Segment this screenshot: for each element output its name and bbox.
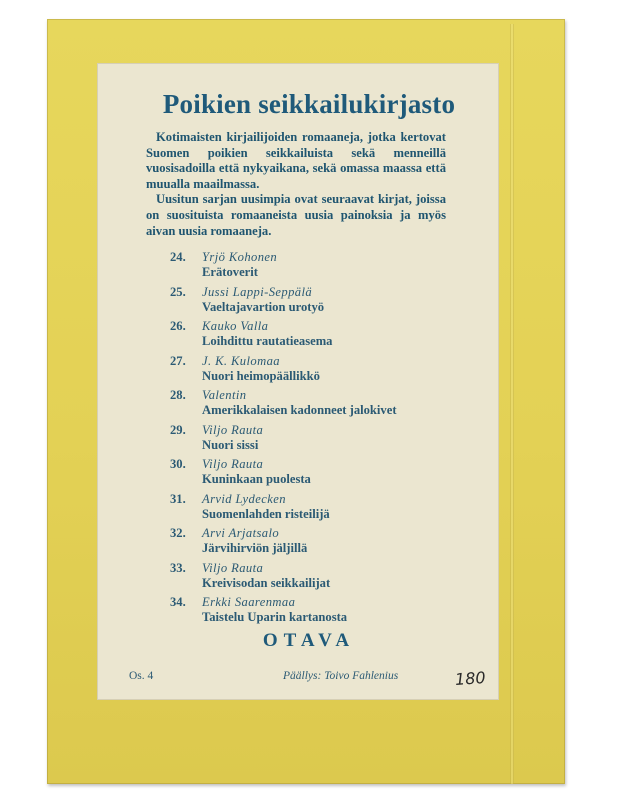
book-author: Kauko Valla xyxy=(202,319,269,333)
book-spine-edge xyxy=(510,24,514,784)
book-number: 31. xyxy=(170,491,186,506)
book-author: Yrjö Kohonen xyxy=(202,250,278,264)
book-title: Nuori heimopäällikkö xyxy=(202,368,320,383)
book-title: Amerikkalaisen kadonneet jalokivet xyxy=(202,403,397,417)
book-author: Viljo Rauta xyxy=(202,560,264,575)
book-number: 25. xyxy=(170,284,186,299)
book-author: Viljo Rauta xyxy=(202,422,264,437)
book-number: 34. xyxy=(170,595,186,609)
book-author: Arvid Lydecken xyxy=(202,491,286,506)
book-number: 28. xyxy=(170,388,186,402)
intro-text xyxy=(146,130,446,239)
book-title: Kuninkaan puolesta xyxy=(202,472,311,486)
cover-designer-credit: Päällys: Toivo Fahlenius xyxy=(283,670,399,682)
book-number: 29. xyxy=(170,422,186,437)
book-number: 33. xyxy=(170,560,186,575)
price-label: Os. 4 xyxy=(129,670,154,682)
intro-paragraph-1: Kotimaisten kirjailijoiden romaaneja, jotka kertovat Suomen poikien seikkailuista sekä menneillä vuosisadoilla että nykyaikana, sekä omassa maassa että muualla maailmassa. xyxy=(146,130,446,191)
book-title: Suomenlahden risteilijä xyxy=(202,506,330,521)
book-author: Erkki Saarenmaa xyxy=(202,595,296,609)
book-author: Jussi Lappi-Seppälä xyxy=(202,284,313,299)
book-title: Loihdittu rautatieasema xyxy=(202,334,333,348)
book-title: Erätoverit xyxy=(202,265,258,279)
book-author: Viljo Rauta xyxy=(202,457,264,471)
book-title: Järvihirviön jäljillä xyxy=(202,541,308,555)
book-title: Nuori sissi xyxy=(202,437,259,452)
book-number: 32. xyxy=(170,526,186,540)
book-number: 26. xyxy=(170,319,186,333)
intro-paragraph-2: Uusitun sarjan uusimpia ovat seuraavat kirjat, joissa on suosituista romaaneista uusia painoksia ja myös aivan uusia romaaneja. xyxy=(146,192,446,238)
series-title: Poikien seikkailukirjasto xyxy=(162,89,456,119)
book-title: Vaeltajavartion urotyö xyxy=(202,299,325,314)
book-number: 30. xyxy=(170,457,186,471)
book-number: 27. xyxy=(170,353,186,368)
book-author: Arvi Arjatsalo xyxy=(202,526,280,540)
book-author: Valentin xyxy=(202,388,247,402)
handwritten-price-note: 180 xyxy=(454,667,487,690)
book-number: 24. xyxy=(170,250,186,264)
publisher-name: OTAVA xyxy=(262,630,356,651)
book-title: Kreivisodan seikkailijat xyxy=(202,575,331,590)
book-author: J. K. Kulomaa xyxy=(202,353,280,368)
book-title: Taistelu Uparin kartanosta xyxy=(202,610,348,624)
